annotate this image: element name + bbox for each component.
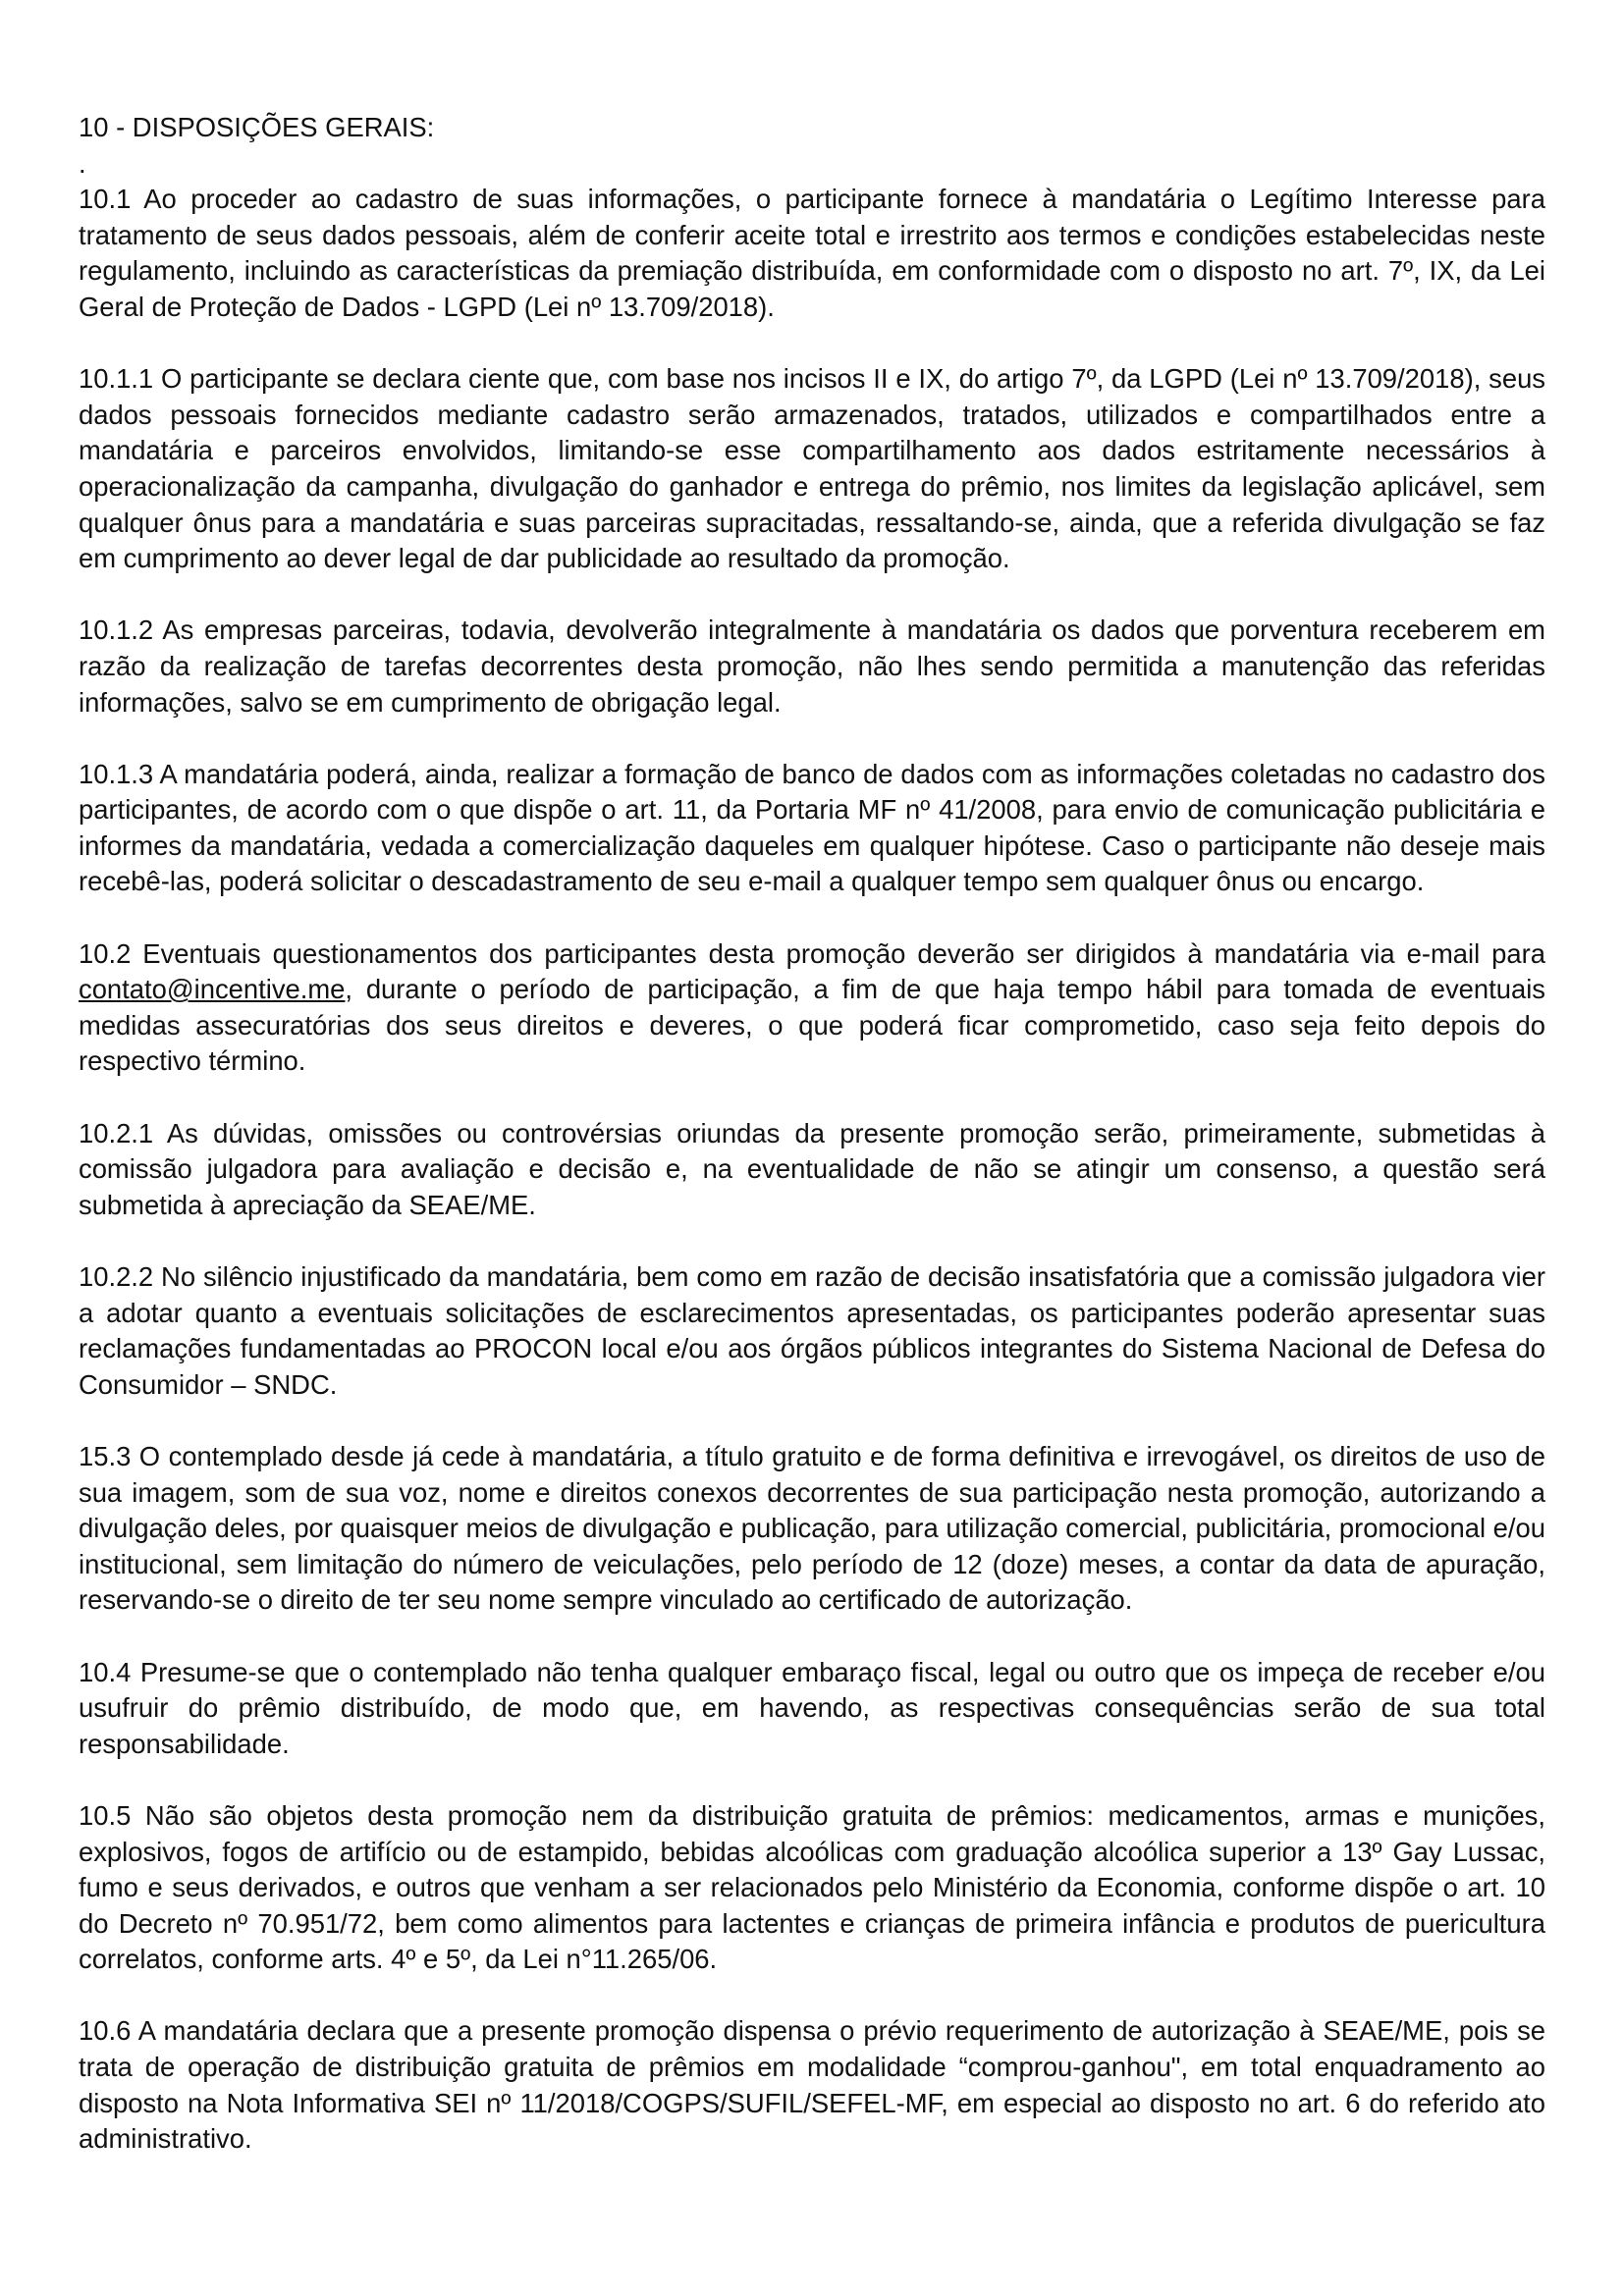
clause-10-1-1: 10.1.1 O participante se declara ciente que, com base nos incisos II e IX, do artigo 7º, da LGPD (Lei nº 13.709/2018), seus dados pessoais fornecidos mediante cadastro serão armazenados, tratados, utilizados e compartilhados entre a mandatária e parceiros envolvidos, limitando-se esse compartilhamento aos dados estritamente necessários à operacionalização da campanha, divulgação do ganhador e entrega do prêmio, nos limites da legislação aplicável, sem qualquer ônus para a mandatária e suas parceiras supracitadas, ressaltando-se, ainda, que a referida divulgação se faz em cumprimento ao dever legal de dar publicidade ao resultado da promoção.	[79, 363, 1545, 574]
clause-10-6: 10.6 A mandatária declara que a presente promoção dispensa o prévio requerimento de autorização à SEAE/ME, pois se trata de operação de distribuição gratuita de prêmios em modalidade “comprou-ganhou", em total enquadramento ao disposto na Nota Informativa SEI nº 11/2018/COGPS/SUFIL/SEFEL-MF, em especial ao disposto no art. 6 do referido ato administrativo.	[79, 2015, 1545, 2155]
separator-dot: .	[79, 147, 86, 179]
clause-10-2-text-after: , durante o período de participação, a fim de que haja tempo hábil para tomada de eventuais medidas assecuratórias dos seus direitos e deveres, o que poderá ficar comprometido, caso seja feito depois do respectivo término.	[79, 974, 1545, 1077]
section-heading: 10 - DISPOSIÇÕES GERAIS:	[79, 112, 435, 142]
clause-10-5: 10.5 Não são objetos desta promoção nem da distribuição gratuita de prêmios: medicamentos, armas e munições, explosivos, fogos de artifício ou de estampido, bebidas alcoólicas com graduação alcoólica superior a 13º Gay Lussac, fumo e seus derivados, e outros que venham a ser relacionados pelo Ministério da Economia, conforme dispõe o art. 10 do Decreto nº 70.951/72, bem como alimentos para lactentes e crianças de primeira infância e produtos de puericultura correlatos, conforme arts. 4º e 5º, da Lei n°11.265/06.	[79, 1799, 1545, 1975]
clause-10-2-text-before: 10.2 Eventuais questionamentos dos participantes desta promoção deverão ser dirigidos à mandatária via e-mail para	[79, 937, 1545, 969]
document-page	[79, 110, 1545, 2158]
contact-email-link[interactable]: contato@incentive.me	[79, 974, 346, 1005]
clause-15-3: 15.3 O contemplado desde já cede à mandatária, a título gratuito e de forma definitiva e irrevogável, os direitos de uso de sua imagem, som de sua voz, nome e direitos conexos decorrentes de sua participação nesta promoção, autorizando a divulgação deles, por quaisquer meios de divulgação e publicação, para utilização comercial, publicitária, promocional e/ou institucional, sem limitação do número de veiculações, pelo período de 12 (doze) meses, a contar da data de apuração, reservando-se o direito de ter seu nome sempre vinculado ao certificado de autorização.	[79, 1440, 1545, 1616]
clause-10-2-2: 10.2.2 No silêncio injustificado da mandatária, bem como em razão de decisão insatisfatória que a comissão julgadora vier a adotar quanto a eventuais solicitações de esclarecimentos apresentadas, os participantes poderão apresentar suas reclamações fundamentadas ao PROCON local e/ou aos órgãos públicos integrantes do Sistema Nacional de Defesa do Consumidor – SNDC.	[79, 1261, 1545, 1400]
clause-10-2	[79, 936, 1545, 1080]
clause-10-1-2: 10.1.2 As empresas parceiras, todavia, devolverão integralmente à mandatária os dados que porventura receberem em razão da realização de tarefas decorrentes desta promoção, não lhes sendo permitida a manutenção das referidas informações, salvo se em cumprimento de obrigação legal.	[79, 614, 1545, 718]
clause-10-2-1: 10.2.1 As dúvidas, omissões ou controvérsias oriundas da presente promoção serão, primeiramente, submetidas à comissão julgadora para avaliação e decisão e, na eventualidade de não se atingir um consenso, a questão será submetida à apreciação da SEAE/ME.	[79, 1117, 1545, 1220]
clause-10-1-3: 10.1.3 A mandatária poderá, ainda, realizar a formação de banco de dados com as informações coletadas no cadastro dos participantes, de acordo com o que dispõe o art. 11, da Portaria MF nº 41/2008, para envio de comunicação publicitária e informes da mandatária, vedada a comercialização daqueles em qualquer hipótese. Caso o participante não deseje mais recebê-las, poderá solicitar o descadastramento de seu e-mail a qualquer tempo sem qualquer ônus ou encargo.	[79, 758, 1545, 897]
clause-10-4: 10.4 Presume-se que o contemplado não tenha qualquer embaraço fiscal, legal ou outro que os impeça de receber e/ou usufruir do prêmio distribuído, de modo que, em havendo, as respectivas consequências serão de sua total responsabilidade.	[79, 1656, 1545, 1759]
clause-10-1: 10.1 Ao proceder ao cadastro de suas informações, o participante fornece à mandatária o Legítimo Interesse para tratamento de seus dados pessoais, além de conferir aceite total e irrestrito aos termos e condições estabelecidas neste regulamento, incluindo as características da premiação distribuída, em conformidade com o disposto no art. 7º, IX, da Lei Geral de Proteção de Dados - LGPD (Lei nº 13.709/2018).	[79, 184, 1545, 322]
